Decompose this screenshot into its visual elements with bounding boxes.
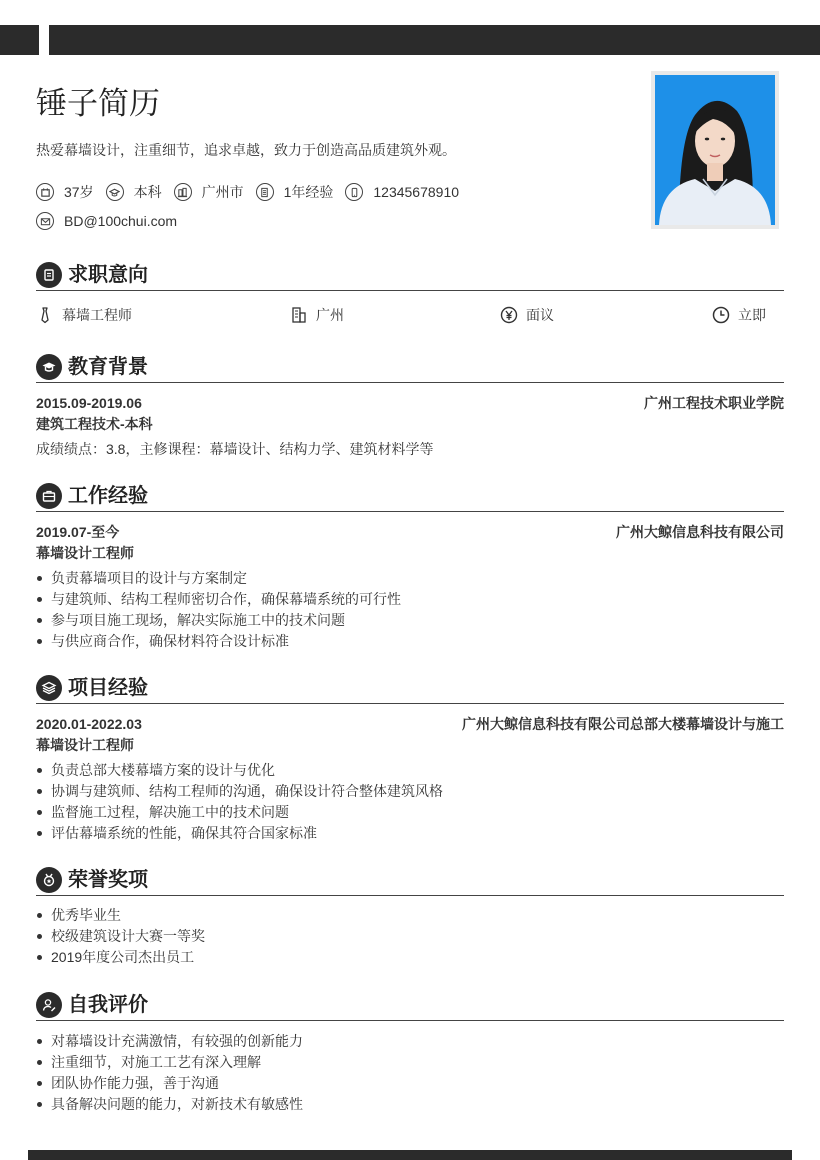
resume-name: 锤子简历 xyxy=(36,86,160,121)
section-work xyxy=(36,481,784,512)
resume-motto: 热爱幕墙设计，注重细节，追求卓越，致力于创造高品质建筑外观。 xyxy=(36,142,456,158)
info-phone xyxy=(345,183,459,201)
info-degree-text: 本科 xyxy=(133,184,162,200)
info-email-text: BD@100chui.com xyxy=(64,213,178,229)
list-item: 负责总部大楼幕墙方案的设计与优化 xyxy=(36,760,443,781)
list-item: 与供应商合作，确保材料符合设计标准 xyxy=(36,631,401,652)
yen-icon xyxy=(500,306,518,324)
education-header xyxy=(36,393,784,413)
info-experience-text: 1年经验 xyxy=(283,184,334,200)
project-header xyxy=(36,714,784,734)
section-title: 荣誉奖项 xyxy=(68,869,148,891)
intent-city xyxy=(290,304,344,326)
tie-icon xyxy=(36,306,54,324)
work-date: 2019.07-至今 xyxy=(36,524,120,540)
section-honors xyxy=(36,865,784,896)
medal-icon xyxy=(36,867,62,893)
clipboard-icon xyxy=(36,262,62,288)
info-city-text: 广州市 xyxy=(201,184,244,200)
info-city xyxy=(174,182,244,202)
section-project xyxy=(36,673,784,704)
intent-city-text: 广州 xyxy=(316,307,344,323)
project-role: 幕墙设计工程师 xyxy=(36,737,134,753)
section-intent xyxy=(36,260,784,291)
education-school: 广州工程技术职业学院 xyxy=(644,395,784,411)
list-item: 2019年度公司杰出员工 xyxy=(36,947,205,968)
list-item: 校级建筑设计大赛一等奖 xyxy=(36,926,205,947)
info-email xyxy=(36,212,177,230)
graduation-cap-icon xyxy=(106,183,124,201)
top-bar-accent xyxy=(0,25,39,55)
work-header xyxy=(36,522,784,542)
intent-salary xyxy=(500,304,554,326)
info-age-text: 37岁 xyxy=(64,184,94,200)
calendar-icon xyxy=(36,183,54,201)
user-edit-icon xyxy=(36,992,62,1018)
list-item: 负责幕墙项目的设计与方案制定 xyxy=(36,568,401,589)
info-row-1 xyxy=(36,181,471,203)
profile-photo xyxy=(651,71,779,229)
list-item: 评估幕墙系统的性能，确保其符合国家标准 xyxy=(36,823,443,844)
list-item: 协调与建筑师、结构工程师的沟通，确保设计符合整体建筑风格 xyxy=(36,781,443,802)
education-date: 2015.09-2019.06 xyxy=(36,395,142,411)
work-company: 广州大鲸信息科技有限公司 xyxy=(616,524,784,540)
section-title: 教育背景 xyxy=(68,356,148,378)
work-role: 幕墙设计工程师 xyxy=(36,545,134,561)
section-self xyxy=(36,990,784,1021)
document-icon xyxy=(256,183,274,201)
layers-icon xyxy=(36,675,62,701)
project-date: 2020.01-2022.03 xyxy=(36,716,142,732)
list-item: 与建筑师、结构工程师密切合作，确保幕墙系统的可行性 xyxy=(36,589,401,610)
mail-icon xyxy=(36,212,54,230)
education-major: 建筑工程技术-本科 xyxy=(36,416,153,432)
intent-availability-text: 立即 xyxy=(738,307,766,323)
section-title: 求职意向 xyxy=(68,264,148,286)
section-title: 自我评价 xyxy=(68,994,148,1016)
project-duties xyxy=(36,760,443,844)
phone-icon xyxy=(345,183,363,201)
list-item: 具备解决问题的能力，对新技术有敏感性 xyxy=(36,1094,303,1115)
list-item: 监督施工过程，解决施工中的技术问题 xyxy=(36,802,443,823)
briefcase-icon xyxy=(36,483,62,509)
education-detail: 成绩绩点：3.8，主修课程：幕墙设计、结构力学、建筑材料学等 xyxy=(36,441,434,457)
top-bar xyxy=(49,25,820,55)
list-item: 参与项目施工现场，解决实际施工中的技术问题 xyxy=(36,610,401,631)
list-item: 对幕墙设计充满激情，有较强的创新能力 xyxy=(36,1031,303,1052)
section-title: 项目经验 xyxy=(68,677,148,699)
info-age xyxy=(36,182,94,202)
info-experience xyxy=(256,182,334,202)
intent-position xyxy=(36,304,132,326)
bottom-bar xyxy=(28,1150,792,1160)
project-name: 广州大鲸信息科技有限公司总部大楼幕墙设计与施工 xyxy=(462,716,784,732)
self-list xyxy=(36,1031,303,1115)
list-item: 优秀毕业生 xyxy=(36,905,205,926)
building-icon xyxy=(290,306,308,324)
honors-list xyxy=(36,905,205,968)
intent-position-text: 幕墙工程师 xyxy=(62,307,132,323)
clock-icon xyxy=(712,306,730,324)
section-education xyxy=(36,352,784,383)
intent-availability xyxy=(712,304,766,326)
info-phone-text: 12345678910 xyxy=(373,184,460,200)
graduation-cap-icon xyxy=(36,354,62,380)
work-duties xyxy=(36,568,401,652)
intent-salary-text: 面议 xyxy=(526,307,554,323)
section-title: 工作经验 xyxy=(68,485,148,507)
list-item: 注重细节，对施工工艺有深入理解 xyxy=(36,1052,303,1073)
building-icon xyxy=(174,183,192,201)
list-item: 团队协作能力强，善于沟通 xyxy=(36,1073,303,1094)
info-degree xyxy=(106,182,162,202)
info-row-2 xyxy=(36,210,189,232)
